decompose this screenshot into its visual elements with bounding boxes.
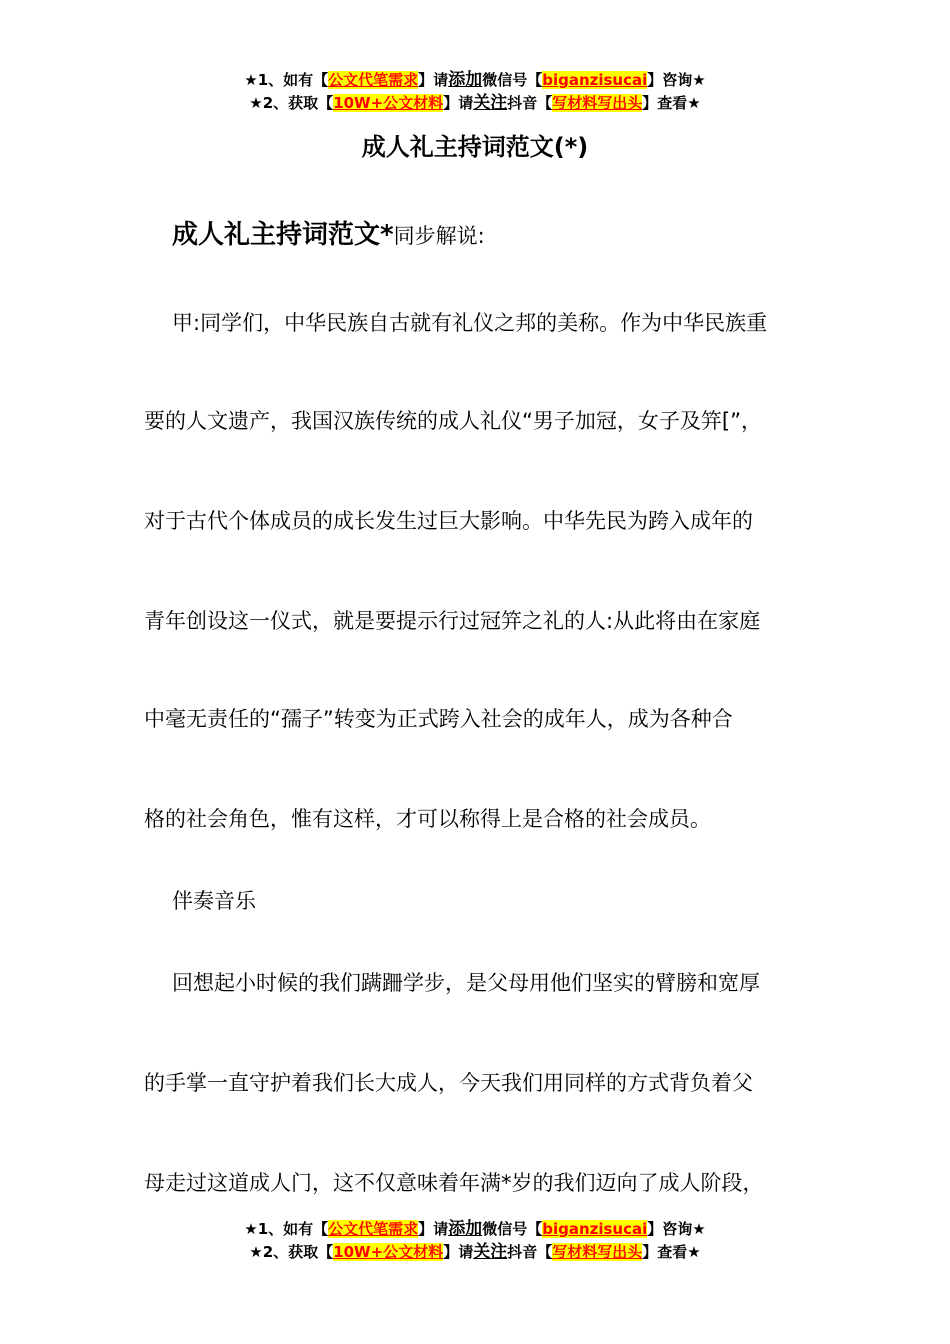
banner-line-2: ★2、获取【10W+公文材料】请关注抖音【写材料写出头】查看★ bbox=[249, 1242, 701, 1262]
body-line: 甲:同学们，中华民族自古就有礼仪之邦的美称。作为中华民族重 bbox=[172, 311, 768, 335]
document-subheading: 成人礼主持词范文*同步解说: bbox=[172, 220, 485, 250]
highlight-service: 公文代笔需求 bbox=[328, 71, 419, 89]
body-line: 对于古代个体成员的成长发生过巨大影响。中华先民为跨入成年的 bbox=[144, 509, 753, 533]
highlight-douyin-account: 写材料写出头 bbox=[552, 94, 643, 112]
banner-line-1: ★1、如有【公文代笔需求】请添加微信号【biganzisucai】咨询★ bbox=[244, 1219, 706, 1239]
body-line: 要的人文遗产，我国汉族传统的成人礼仪“男子加冠，女子及笄[”， bbox=[144, 409, 762, 433]
body-line: 回想起小时候的我们蹒跚学步，是父母用他们坚实的臂膀和宽厚 bbox=[172, 971, 760, 995]
highlight-wechat-id: biganzisucai bbox=[542, 71, 648, 89]
body-line: 青年创设这一仪式，就是要提示行过冠笄之礼的人:从此将由在家庭 bbox=[144, 609, 761, 633]
highlight-service: 公文代笔需求 bbox=[328, 1220, 419, 1238]
section-label: 伴奏音乐 bbox=[172, 889, 256, 913]
body-line: 格的社会角色，惟有这样，才可以称得上是合格的社会成员。 bbox=[144, 807, 711, 831]
highlight-wechat-id: biganzisucai bbox=[542, 1220, 648, 1238]
footer-banner bbox=[0, 1218, 950, 1264]
highlight-materials: 10W+公文材料 bbox=[333, 1243, 444, 1261]
document-title: 成人礼主持词范文(*) bbox=[361, 133, 589, 161]
highlight-douyin-account: 写材料写出头 bbox=[552, 1243, 643, 1261]
header-banner bbox=[0, 69, 950, 115]
body-line: 的手掌一直守护着我们长大成人，今天我们用同样的方式背负着父 bbox=[144, 1071, 753, 1095]
body-line: 母走过这道成人门，这不仅意味着年满*岁的我们迈向了成人阶段， bbox=[144, 1171, 764, 1195]
banner-line-1: ★1、如有【公文代笔需求】请添加微信号【biganzisucai】咨询★ bbox=[244, 70, 706, 90]
body-line: 中毫无责任的“孺子”转变为正式跨入社会的成年人，成为各种合 bbox=[144, 707, 733, 731]
highlight-materials: 10W+公文材料 bbox=[333, 94, 444, 112]
banner-line-2: ★2、获取【10W+公文材料】请关注抖音【写材料写出头】查看★ bbox=[249, 93, 701, 113]
